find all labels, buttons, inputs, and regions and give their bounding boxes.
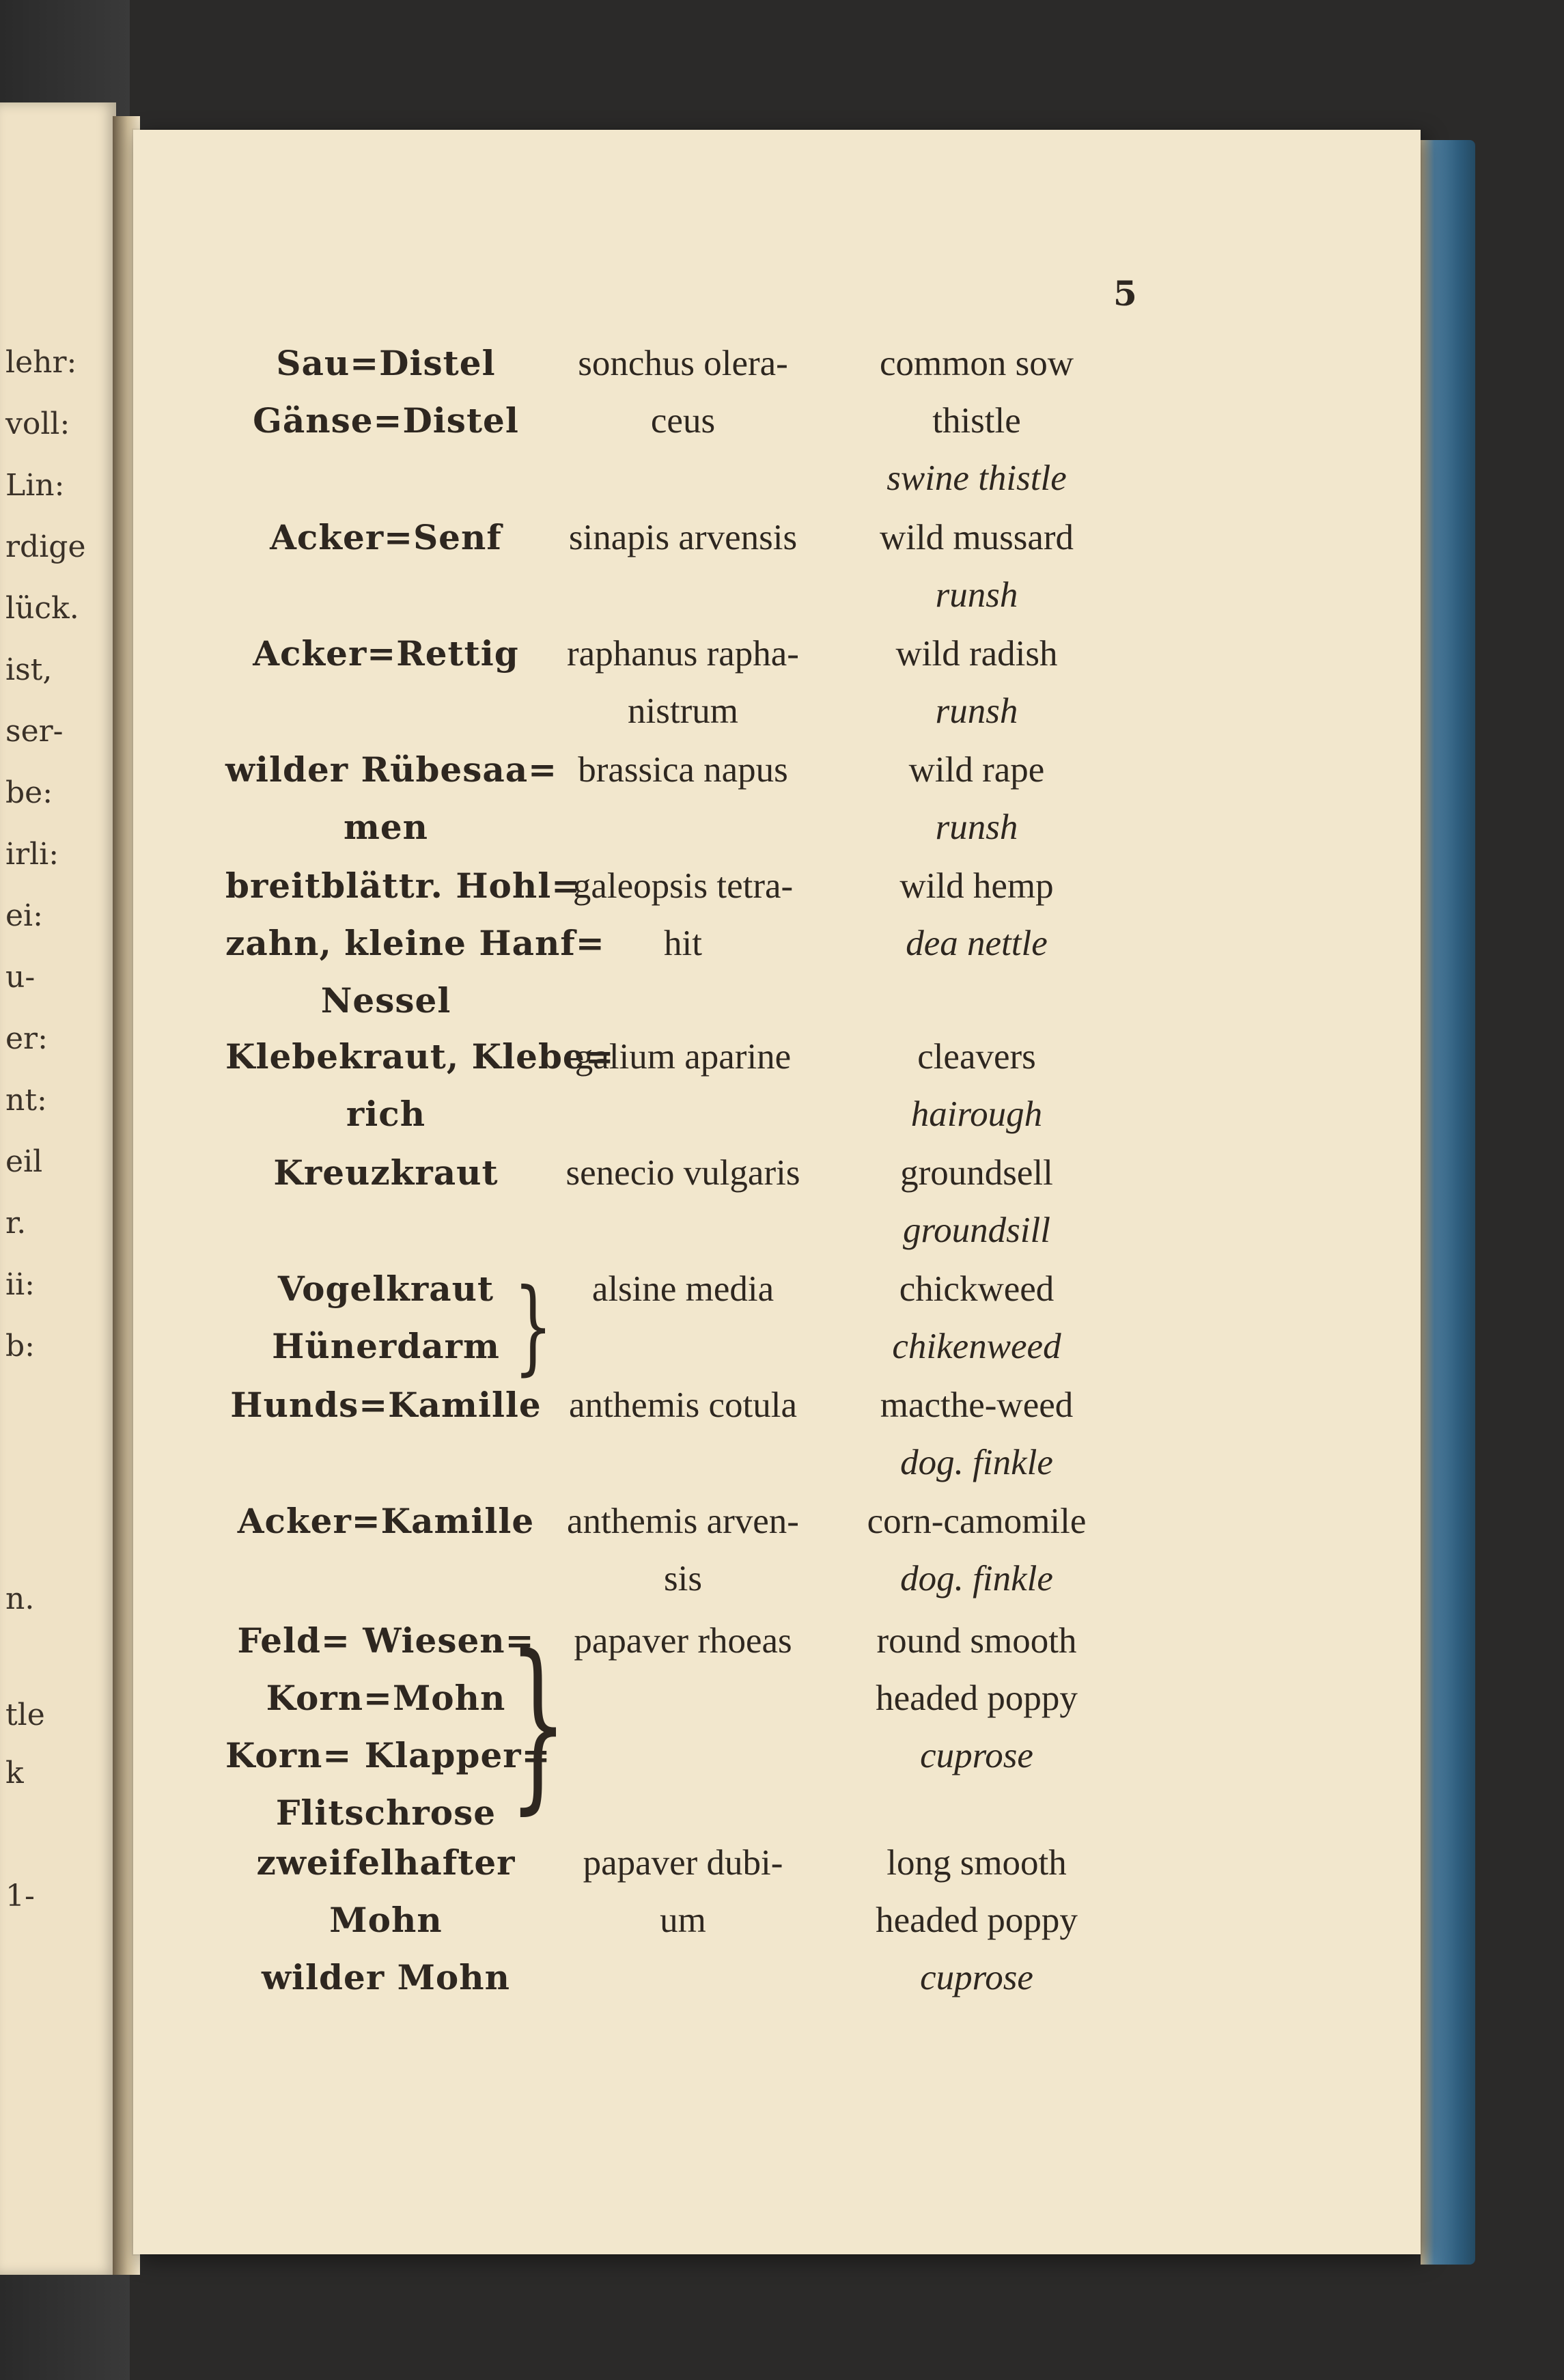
latin-name [526,1493,840,1607]
latin-name-line: anthemis cotula [568,1385,798,1425]
latin-name-line: sinapis arvensis [568,518,798,557]
left-fragment: b: [5,1329,35,1364]
latin-name [526,1144,840,1202]
german-name-line: Korn= Klapper= [225,1735,551,1775]
local-name-line: dea nettle [906,924,1048,963]
english-name [833,335,1120,507]
english-name [833,1144,1120,1259]
local-name-line: hairough [910,1094,1043,1134]
german-name [225,1376,546,1434]
english-name-line: wild mussard [879,518,1074,557]
german-name [225,1493,546,1550]
left-fragment: voll: [5,406,70,441]
german-name-line: Kreuzkraut [273,1152,499,1193]
brace-symbol: } [509,1616,568,1831]
english-name-line: wild rape [908,750,1045,790]
latin-name-line: hit [664,924,702,963]
left-fragment: k [5,1756,24,1790]
german-name [225,1612,551,1842]
latin-name-line: galeopsis tetra- [572,866,794,906]
english-name-line: thistle [932,401,1021,441]
english-name-line: corn-camomile [867,1502,1087,1541]
german-name-line: Vogelkraut [277,1269,494,1309]
latin-name [526,1376,840,1434]
local-name-line: cuprose [920,1736,1033,1775]
book-cover-edge [1421,140,1475,2265]
german-name-line: Klebekraut, Klebe= [225,1036,615,1077]
english-name-line: headed poppy [876,1678,1078,1718]
german-name [225,1028,615,1143]
left-fragment: Lin: [5,468,65,503]
english-name-line: macthe-weed [880,1385,1074,1425]
local-name-line: cuprose [920,1958,1033,1997]
german-name-line: Acker=Senf [270,517,502,557]
latin-name-line: raphanus rapha- [567,634,799,674]
brace-symbol: } [514,1267,553,1386]
english-name-line: wild radish [895,634,1058,674]
german-name [225,741,558,856]
english-name [833,1260,1120,1375]
german-name-line: wilder Mohn [262,1957,510,1997]
english-name-line: cleavers [917,1037,1036,1077]
left-fragment: lück. [5,591,79,626]
local-name-line: runsh [935,807,1018,847]
english-name [833,1834,1120,2006]
latin-name-line: galium aparine [574,1037,792,1077]
left-fragment: ser- [5,714,64,749]
english-name-line: long smooth [886,1843,1067,1883]
left-fragment: eil [5,1144,43,1179]
latin-name-line: anthemis arven- [567,1502,799,1541]
left-fragment: nt: [5,1083,47,1118]
latin-name [526,1834,840,1949]
german-name-line: Korn=Mohn [266,1678,506,1718]
latin-name-line: papaver rhoeas [574,1621,792,1661]
german-name [225,1144,546,1202]
left-fragment: n. [5,1581,35,1616]
english-name-line: headed poppy [876,1900,1078,1940]
german-name [225,857,605,1029]
german-name-line: Hünerdarm [272,1326,500,1366]
english-name-line: groundsell [900,1153,1053,1193]
german-name-line: Nessel [320,980,451,1021]
latin-name-line: um [660,1900,706,1940]
german-name-line: zweifelhafter [256,1842,516,1883]
left-fragment: ist, [5,652,53,687]
english-name [833,625,1120,740]
german-name [225,509,546,566]
left-fragment: r. [5,1206,27,1241]
left-fragment: rdige [5,529,86,564]
left-fragment: 1- [5,1879,35,1913]
german-name-line: zahn, kleine Hanf= [225,923,605,963]
local-name-line: chikenweed [892,1327,1061,1366]
english-name-line: wild hemp [899,866,1054,906]
german-name [225,1834,546,2006]
german-name-line: Mohn [329,1900,443,1940]
english-name-line: round smooth [876,1621,1077,1661]
latin-name-line: alsine media [591,1269,774,1309]
latin-name [526,335,840,449]
latin-name-line: nistrum [628,691,738,731]
english-name [833,1376,1120,1491]
latin-name [526,509,840,566]
german-name-line: Hunds=Kamille [230,1385,542,1425]
latin-name-line: ceus [650,401,716,441]
latin-name-line: senecio vulgaris [565,1153,800,1193]
english-name [833,857,1120,972]
latin-name-line: brassica napus [578,750,788,790]
english-name-line: common sow [879,344,1074,383]
left-fragment: u- [5,960,36,995]
german-name-line: Acker=Rettig [253,633,519,674]
latin-name [526,1612,840,1670]
german-name-line: Sau=Distel [276,343,496,383]
left-fragment: tle [5,1698,45,1732]
left-fragment: ii: [5,1267,35,1302]
latin-name [526,1028,840,1085]
german-name-line: Flitschrose [275,1793,497,1833]
english-name [833,741,1120,856]
german-name [225,335,546,449]
german-name-line: Acker=Kamille [237,1501,535,1541]
german-name [225,625,546,682]
english-name-line: chickweed [899,1269,1055,1309]
german-name-line: breitblättr. Hohl= [225,866,581,906]
german-name-line: Feld= Wiesen= [237,1620,535,1661]
local-name-line: dog. finkle [900,1559,1053,1599]
local-name-line: swine thistle [886,458,1067,498]
left-fragment: irli: [5,837,59,872]
english-name [833,1028,1120,1143]
left-fragment: er: [5,1021,48,1056]
left-fragment: ei: [5,898,43,933]
local-name-line: dog. finkle [900,1443,1053,1482]
left-fragment: be: [5,775,53,810]
german-name-line: wilder Rübesaa= [225,749,558,790]
english-name [833,1493,1120,1607]
latin-name [526,1260,840,1318]
latin-name-line: sis [664,1559,702,1599]
german-name [225,1260,546,1375]
local-name-line: runsh [935,575,1018,615]
english-name [833,1612,1120,1784]
page-number: 5 [1113,273,1137,314]
german-name-line: men [343,807,429,847]
left-fragment: lehr: [5,345,77,380]
local-name-line: groundsill [903,1210,1050,1250]
german-name-line: rich [346,1094,426,1134]
latin-name-line: papaver dubi- [583,1843,783,1883]
latin-name [526,857,840,972]
latin-name [526,741,840,799]
latin-name-line: sonchus olera- [578,344,788,383]
english-name [833,509,1120,624]
local-name-line: runsh [935,691,1018,731]
latin-name [526,625,840,740]
german-name-line: Gänse=Distel [253,400,519,441]
